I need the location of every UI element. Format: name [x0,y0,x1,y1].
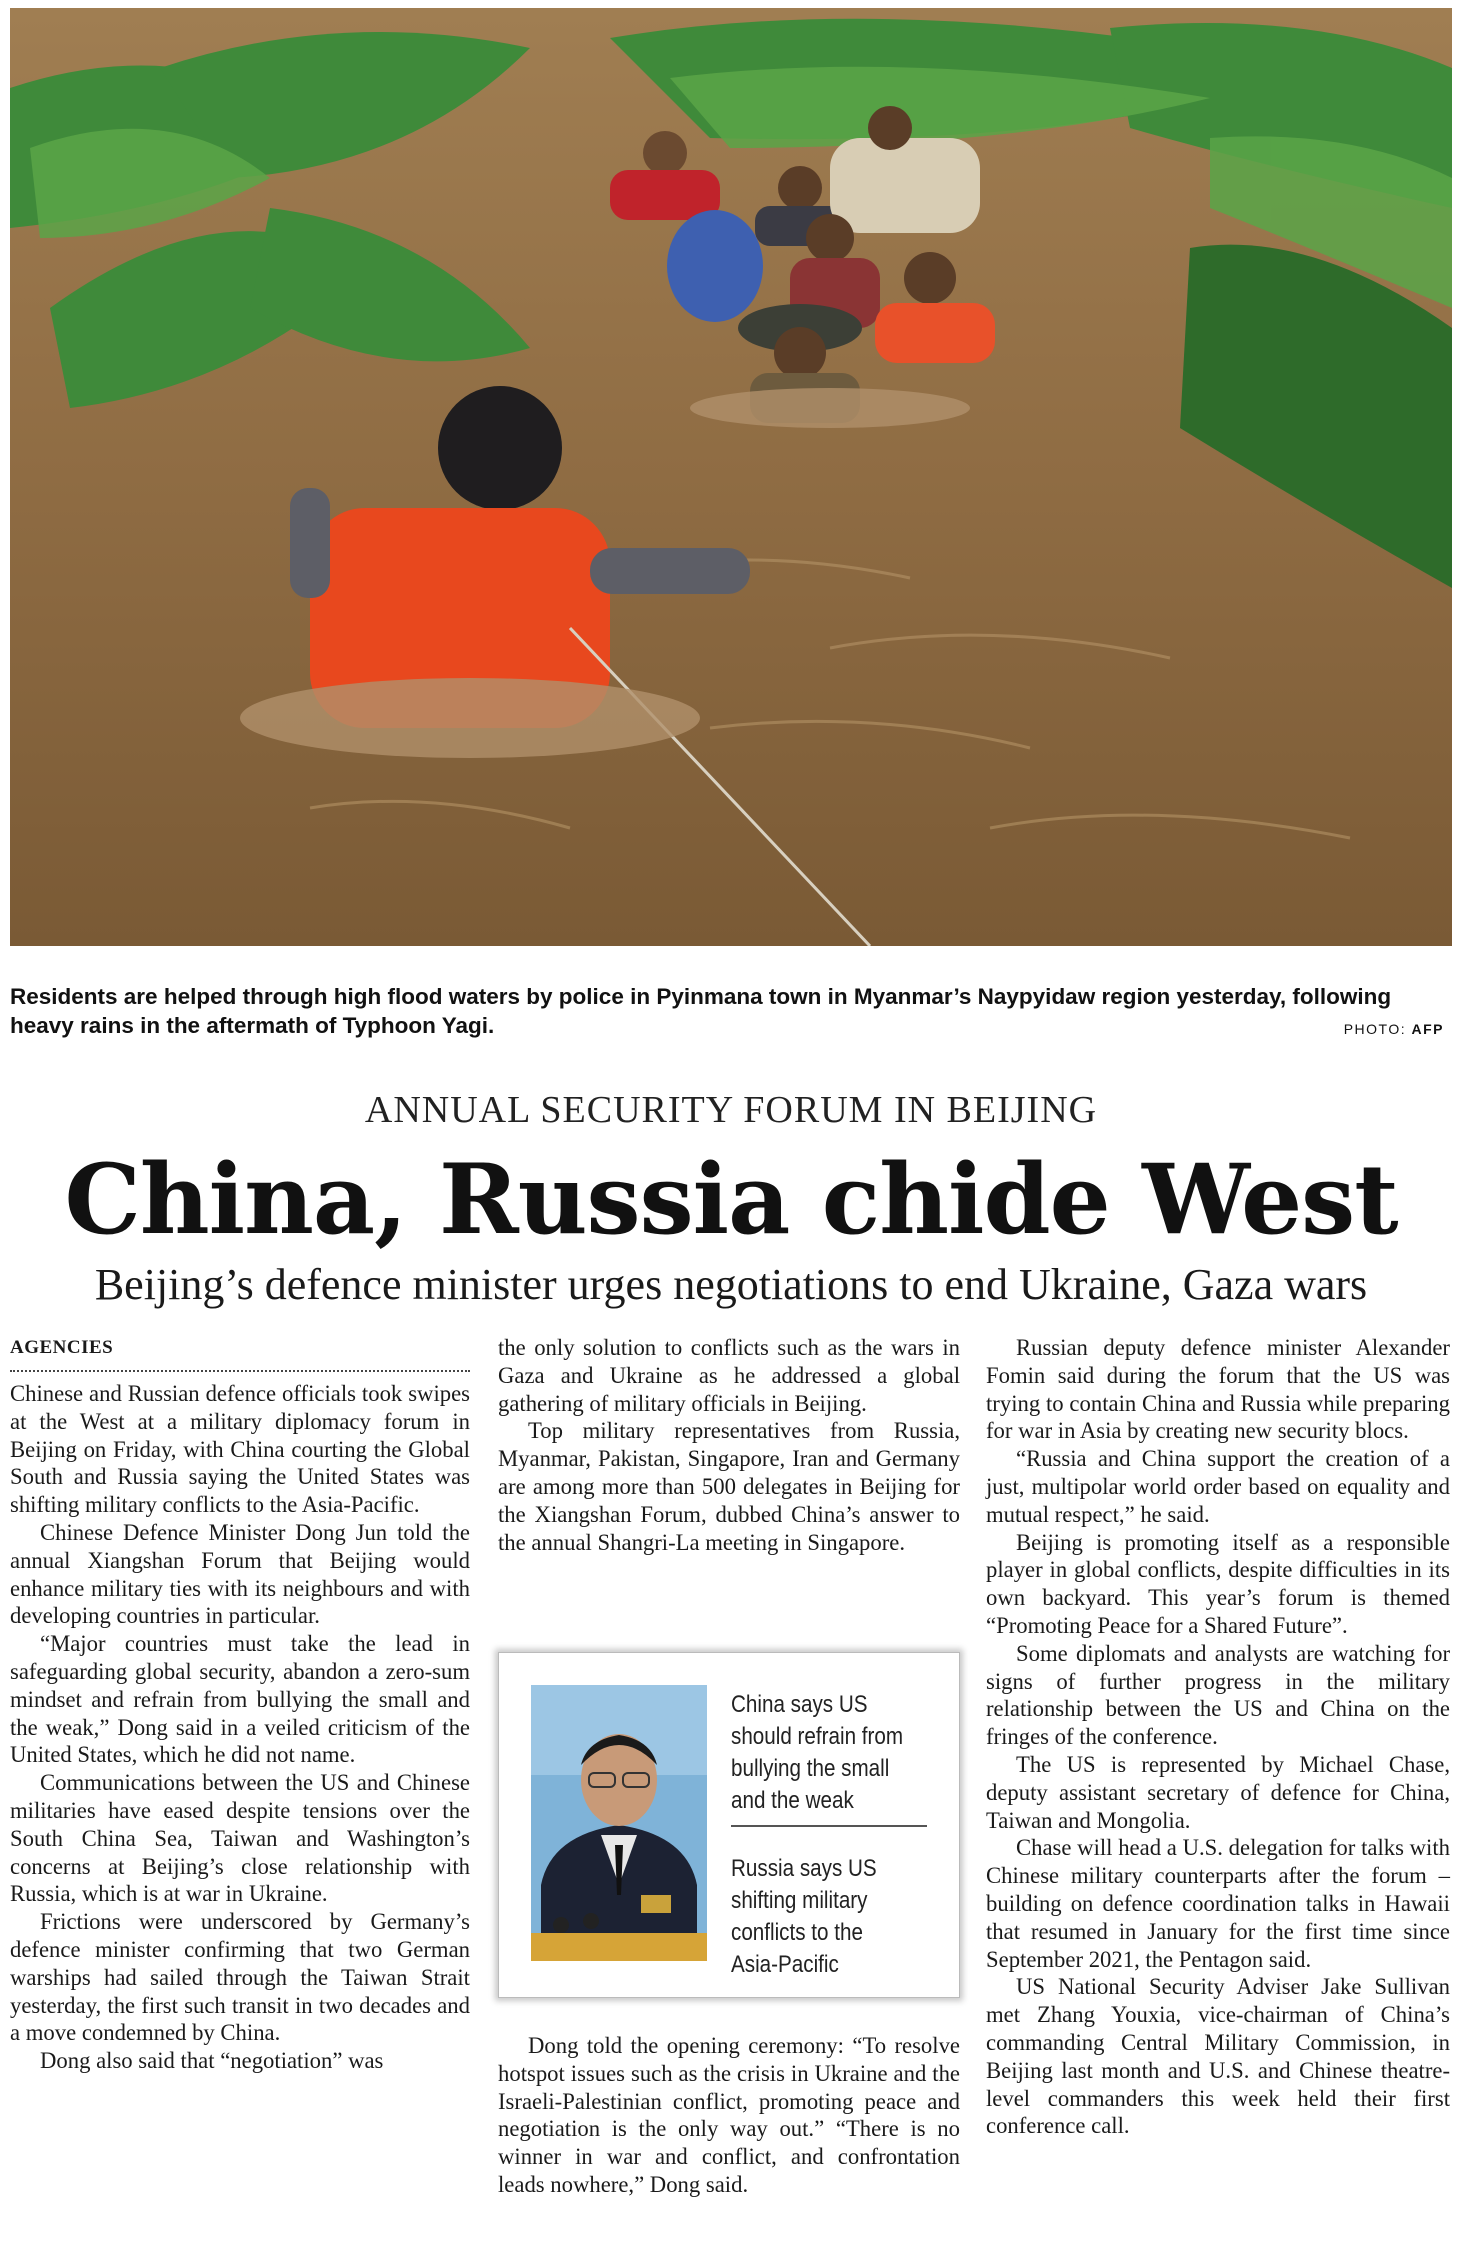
column-3 [986,1334,1450,2140]
photo-caption: Residents are helped through high flood waters by police in Pyinmana town in Myanmar’s Naypyidaw region yesterday, following heavy rains in the aftermath of Typhoon Yagi. [10,984,1392,1038]
paragraph: Chinese and Russian defence officials took swipes at the West at a military diplomacy forum in Beijing on Friday, with China courting the Global South and Russia saying the United States was shifting military conflicts to the Asia-Pacific. [10,1381,470,1518]
paragraph: The US is represented by Michael Chase, deputy assistant secretary of defence for China, Taiwan and Mongolia. [986,1751,1450,1833]
paragraph: Chinese Defence Minister Dong Jun told the annual Xiangshan Forum that Beijing would enhance military ties with its neighbours and with developing countries in particular. [10,1519,470,1629]
deck: Beijing’s defence minister urges negotiations to end Ukraine, Gaza wars [94,1260,1368,1309]
paragraph: the only solution to conflicts such as the wars in Gaza and Ukraine as he addressed a global gathering of military officials in Beijing. [498,1335,960,1416]
paragraph: Beijing is promoting itself as a responsible player in global conflicts, despite difficulties in its own backyard. This year’s forum is themed “Promoting Peace for a Shared Future”. [986,1529,1450,1638]
paragraph: Frictions were underscored by Germany’s defence minister confirming that two German warships had sailed through the Taiwan Strait yesterday, the first such transit in two decades and a move condemned by China. [10,1909,470,2046]
photo-credit [1344,1021,1444,1037]
pull-quote-2: Russia says US shifting military conflicts to the Asia-Pacific [731,1855,877,1978]
paragraph: Top military representatives from Russia, Myanmar, Pakistan, Singapore, Iran and Germany are among more than 500 delegates in Beijing for the Xiangshan Forum, dubbed China’s answer to the annual Shangri-La meeting in Singapore. [498,1418,960,1555]
paragraph: Chase will head a U.S. delegation for talks with Chinese military counterparts after the forum – building on defence coordination talks in Hawaii that resumed in January for the first time since September 2021, the Pentagon said. [986,1835,1450,1972]
pull-quote-box [498,1652,960,1998]
paragraph: Some diplomats and analysts are watching for signs of further progress in the military relationship between the US and China on the fringes of the conference. [986,1640,1450,1750]
paragraph: Russian deputy defence minister Alexander Fomin said during the forum that the US was trying to contain China and Russia while preparing for war in Asia by creating new security blocs. [986,1335,1450,1444]
credit-source: AFP [1411,1021,1444,1037]
paragraph: “Russia and China support the creation of a just, multipolar world order based on equality and mutual respect,” he said. [986,1446,1450,1527]
column-1 [10,1334,470,2075]
headline: China, Russia chide West [64,1143,1398,1256]
paragraph: “Major countries must take the lead in safeguarding global security, abandon a zero-sum mindset and refrain from bullying the small and the weak,” Dong said in a veiled criticism of the United States, which he did not name. [10,1631,470,1768]
credit-label: PHOTO: [1343,1021,1407,1037]
paragraph: US National Security Adviser Jake Sullivan met Zhang Youxia, vice-chairman of China’s commanding Central Military Commission, in Beijing last month and U.S. and Chinese theatre-level commanders this week held their first conference call. [986,1974,1450,2139]
column-2-bottom [498,2032,960,2199]
kicker: ANNUAL SECURITY FORUM IN BEIJING [364,1089,1098,1131]
pull-quote-1: China says US should refrain from bullying the small and the weak [731,1691,904,1814]
byline: AGENCIES [10,1334,470,1372]
quote-divider [731,1825,927,1827]
paragraph: Communications between the US and Chinese militaries have eased despite tensions over the South China Sea, Taiwan and Washington’s concerns at Beijing’s close relationship with Russia, which is at war in Ukraine. [10,1770,470,1907]
paragraph: Dong also said that “negotiation” was [40,2048,384,2074]
paragraph: Dong told the opening ceremony: “To resolve hotspot issues such as the crisis in Ukraine and the Israeli-Palestinian conflict, promoting peace and negotiation is the only way out.” “There is no winner in war and conflict, and confrontation leads nowhere,” Dong said. [498,2033,960,2197]
portrait-photo [531,1685,707,1961]
news-photo [10,8,1452,946]
column-2-top [498,1334,960,1556]
